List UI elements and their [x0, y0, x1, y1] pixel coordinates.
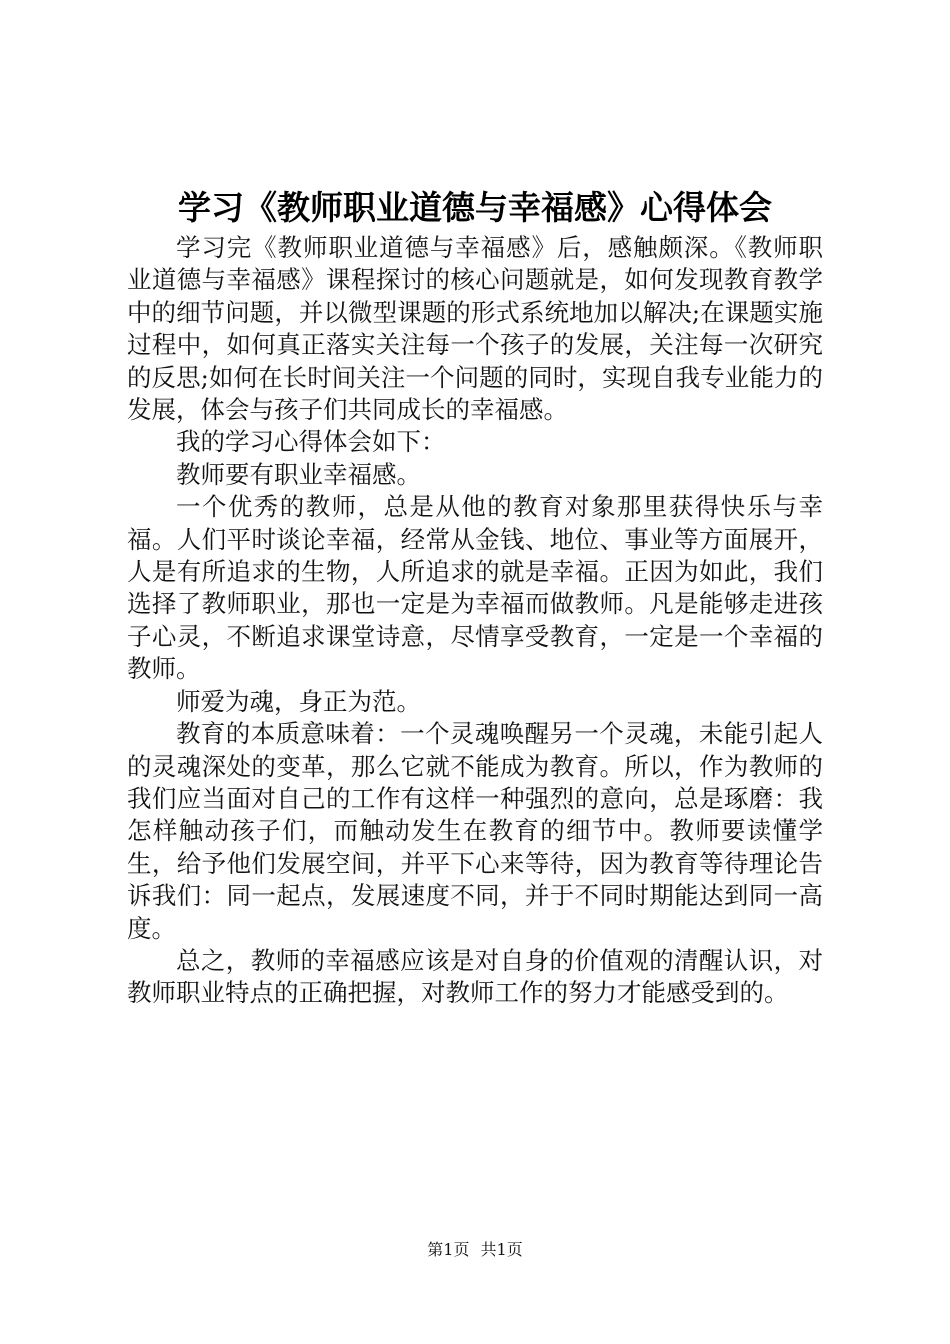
paragraph-conclusion: 总之，教师的幸福感应该是对自身的价值观的清醒认识，对教师职业特点的正确把握，对教师工作的努力才能感受到的。 — [127, 945, 823, 1008]
document-body — [127, 232, 823, 1010]
section-heading-love: 师爱为魂，身正为范。 — [176, 686, 421, 716]
section-heading-happiness: 教师要有职业幸福感。 — [176, 459, 421, 489]
document-title: 学习《教师职业道德与幸福感》心得体会 — [178, 188, 772, 227]
paragraph-intro: 学习完《教师职业道德与幸福感》后，感触颇深。《教师职业道德与幸福感》课程探讨的核心问题就是，如何发现教育教学中的细节问题，并以微型课题的形式系统地加以解决;在课题实施过程中，如何真正落实关注每一个孩子的发展，关注每一次研究的反思;如何在长时间关注一个问题的同时，实现自我专业能力的发展，体会与孩子们共同成长的幸福感。 — [127, 233, 823, 425]
paragraph-happiness: 一个优秀的教师，总是从他的教育对象那里获得快乐与幸福。人们平时谈论幸福，经常从金钱、地位、事业等方面展开，人是有所追求的生物，人所追求的就是幸福。正因为如此，我们选择了教师职业，那也一定是为幸福而做教师。凡是能够走进孩子心灵，不断追求课堂诗意，尽情享受教育，一定是一个幸福的教师。 — [127, 492, 823, 684]
page-footer: 第1页 共1页 — [427, 1240, 523, 1259]
paragraph-lead: 我的学习心得体会如下： — [176, 427, 446, 457]
paragraph-education: 教育的本质意味着：一个灵魂唤醒另一个灵魂，未能引起人的灵魂深处的变革，那么它就不能成为教育。所以，作为教师的我们应当面对自己的工作有这样一种强烈的意向，总是琢磨：我怎样触动孩子们，而触动发生在教育的细节中。教师要读懂学生，给予他们发展空间，并平下心来等待，因为教育等待理论告诉我们：同一起点，发展速度不同，并于不同时期能达到同一高度。 — [127, 719, 823, 943]
